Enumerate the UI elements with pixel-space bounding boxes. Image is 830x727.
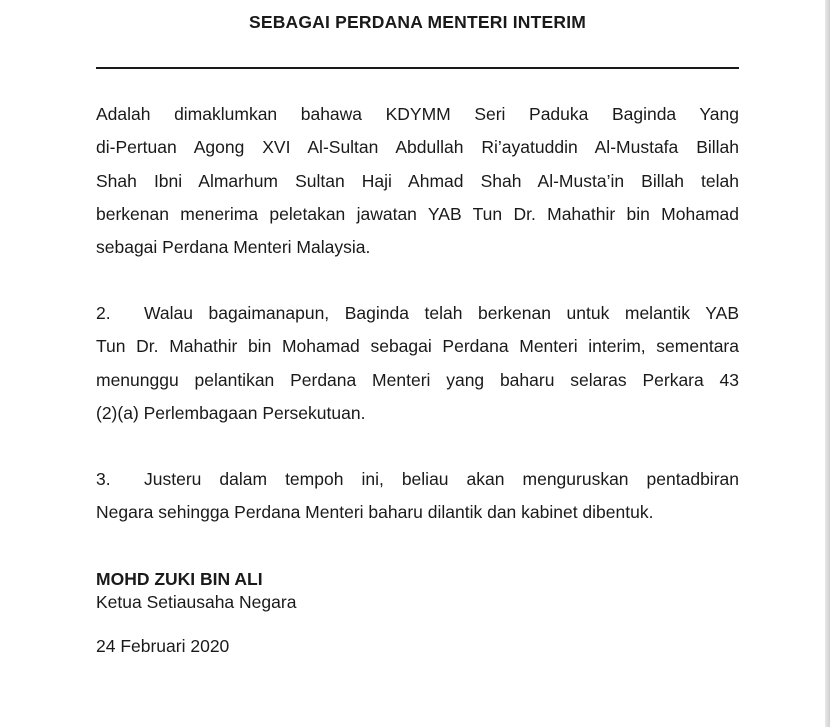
signatory-position: Ketua Setiausaha Negara — [96, 592, 297, 612]
paragraph-line: Justeru dalam tempoh ini, beliau akan menguruskan pentadbiran — [144, 469, 739, 489]
paragraph-line: Tun Dr. Mahathir bin Mohamad sebagai Perdana Menteri interim, sementara — [96, 336, 739, 357]
paragraph-line: Negara sehingga Perdana Menteri baharu dilantik dan kabinet dibentuk. — [96, 502, 654, 523]
paragraph-line: menunggu pelantikan Perdana Menteri yang baharu selaras Perkara 43 — [96, 369, 739, 390]
paragraph-first-line — [96, 463, 739, 496]
signatory-name: MOHD ZUKI BIN ALI — [96, 569, 263, 589]
paragraph-line: berkenan menerima peletakan jawatan YAB Tun Dr. Mahathir bin Mohamad — [96, 203, 739, 224]
title-divider — [96, 67, 739, 69]
paragraph-line: Shah Ibni Almarhum Sultan Haji Ahmad Shah Al-Musta’in Billah telah — [96, 170, 739, 191]
paragraph-line: (2)(a) Perlembagaan Persekutuan. — [96, 402, 366, 423]
document-title: SEBAGAI PERDANA MENTERI INTERIM — [248, 12, 587, 32]
viewer-right-edge — [825, 0, 830, 727]
paragraph-number: 3. — [96, 469, 111, 489]
paragraph-2 — [96, 297, 739, 430]
paragraph-line: Adalah dimaklumkan bahawa KDYMM Seri Paduka Baginda Yang — [96, 104, 739, 124]
paragraph-number: 2. — [96, 303, 111, 323]
paragraph-3 — [96, 463, 739, 530]
paragraph-line: di-Pertuan Agong XVI Al-Sultan Abdullah Ri’ayatuddin Al-Mustafa Billah — [96, 137, 739, 158]
paragraph-line: Walau bagaimanapun, Baginda telah berkenan untuk melantik YAB — [144, 303, 739, 323]
paragraph-line: sebagai Perdana Menteri Malaysia. — [96, 237, 371, 258]
paragraph-1 — [96, 98, 739, 264]
document-date: 24 Februari 2020 — [96, 636, 230, 656]
paragraph-first-line — [96, 297, 739, 330]
